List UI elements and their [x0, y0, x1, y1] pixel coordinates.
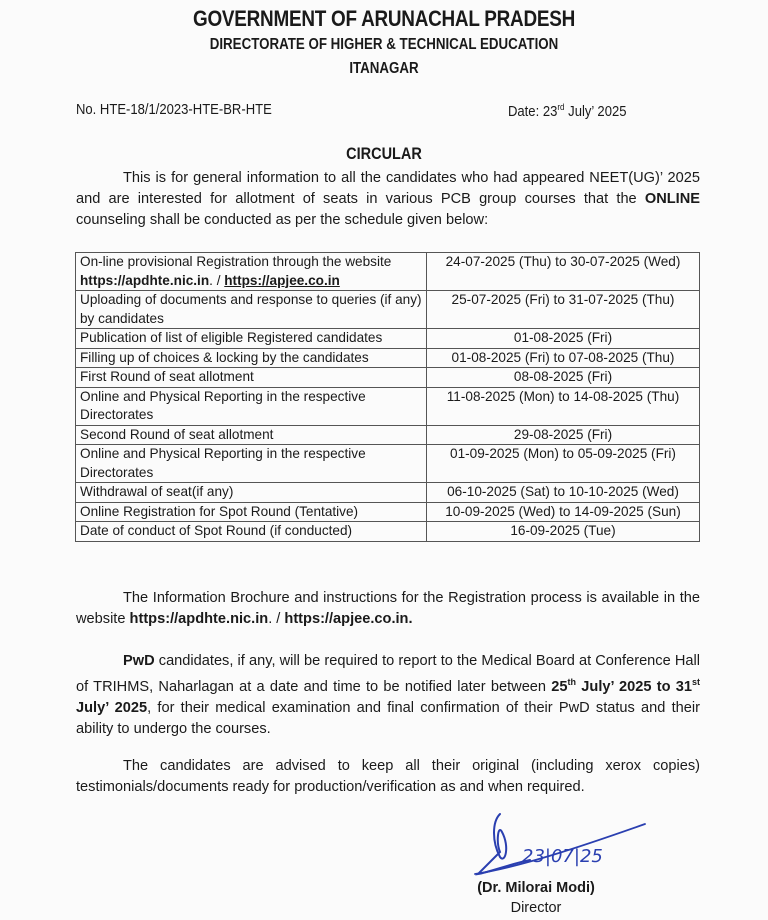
brochure-paragraph [76, 588, 700, 630]
pwd-lead: PwD [123, 653, 155, 669]
intro-text-end: counseling shall be conducted as per the schedule given below: [76, 212, 489, 228]
activity-cell: Withdrawal of seat(if any) [76, 483, 427, 503]
table-row [76, 522, 700, 542]
schedule-table [75, 252, 700, 542]
table-row [76, 445, 700, 483]
dates-cell: 08-08-2025 (Fri) [427, 368, 700, 388]
advice-text: The candidates are advised to keep all their original (including xerox copies) testimonials/documents ready for production/verification as and when required. [76, 758, 700, 795]
activity-cell: Online and Physical Reporting in the respective Directorates [76, 387, 427, 425]
table-row [76, 291, 700, 329]
dates-cell: 01-08-2025 (Fri) to 07-08-2025 (Thu) [427, 348, 700, 368]
table-row [76, 253, 700, 291]
table-row [76, 387, 700, 425]
signature-date: 23|07|25 [522, 846, 603, 867]
date-suffix: rd [557, 102, 565, 112]
header-directorate: DIRECTORATE OF HIGHER & TECHNICAL EDUCATION [209, 36, 559, 53]
brochure-text: The Information Brochure and instructions for the Registration process is available in the website [76, 590, 700, 627]
activity-cell: Date of conduct of Spot Round (if conducted) [76, 522, 427, 542]
signatory-designation: Director [510, 900, 562, 916]
brochure-link-separator: . / [268, 611, 285, 627]
intro-text: This is for general information to all the candidates who had appeared NEET(UG)’ 2025 and are interested for allotment of seats in various PCB group courses that the [76, 170, 700, 207]
apdhte-link[interactable]: https://apdhte.nic.in [80, 272, 210, 288]
pwd-text: candidates, if any, will be required to report to the Medical Board at Conference Hall of TRIHMS, Naharlagan at a date and time to be notified later between [76, 653, 700, 695]
pwd-paragraph [76, 651, 700, 740]
dates-cell: 01-09-2025 (Mon) to 05-09-2025 (Fri) [427, 445, 700, 483]
dates-cell: 01-08-2025 (Fri) [427, 329, 700, 349]
date-day: Date: 23 [508, 103, 558, 120]
dates-cell: 11-08-2025 (Mon) to 14-08-2025 (Thu) [427, 387, 700, 425]
activity-text: On-line provisional Registration through the website [80, 254, 392, 269]
table-row [76, 348, 700, 368]
reference-number: No. HTE-18/1/2023-HTE-BR-HTE [76, 102, 272, 118]
dates-cell: 24-07-2025 (Thu) to 30-07-2025 (Wed) [427, 253, 700, 291]
pwd-text-end: , for their medical examination and final confirmation of their PwD status and their ability to undergo the courses. [76, 699, 700, 737]
activity-cell: Second Round of seat allotment [76, 425, 427, 445]
table-row [76, 368, 700, 388]
apjee-link[interactable]: https://apjee.co.in [224, 272, 340, 288]
advice-paragraph [76, 756, 700, 798]
online-emphasis: ONLINE [644, 191, 700, 207]
pwd-from-day: 25 [551, 678, 568, 695]
dates-cell: 16-09-2025 (Tue) [427, 522, 700, 542]
table-row [76, 329, 700, 349]
activity-cell: First Round of seat allotment [76, 368, 427, 388]
activity-cell: Online Registration for Spot Round (Tentative) [76, 502, 427, 522]
date-month-year: July’ 2025 [564, 103, 627, 120]
pwd-range-mid: July’ 2025 to 31 [576, 678, 692, 695]
activity-cell: Publication of list of eligible Registered candidates [76, 329, 427, 349]
brochure-apdhte-link[interactable]: https://apdhte.nic.in [129, 611, 269, 627]
table-row [76, 502, 700, 522]
signatory-name: (Dr. Milorai Modi) [477, 880, 595, 896]
header-government: GOVERNMENT OF ARUNACHAL PRADESH [192, 6, 575, 31]
document-title: CIRCULAR [346, 145, 422, 163]
dates-cell: 10-09-2025 (Wed) to 14-09-2025 (Sun) [427, 502, 700, 522]
activity-cell: Online and Physical Reporting in the respective Directorates [76, 445, 427, 483]
signature-icon [470, 812, 650, 877]
activity-cell: Uploading of documents and response to queries (if any) by candidates [76, 291, 427, 329]
activity-cell [76, 253, 427, 291]
brochure-apjee-link[interactable]: https://apjee.co.in. [284, 611, 413, 627]
dates-cell: 29-08-2025 (Fri) [427, 425, 700, 445]
intro-paragraph [76, 168, 700, 231]
pwd-from-suffix: th [567, 677, 577, 687]
dates-cell: 06-10-2025 (Sat) to 10-10-2025 (Wed) [427, 483, 700, 503]
circular-date [508, 102, 626, 120]
pwd-to-suffix: st [691, 677, 700, 687]
activity-cell: Filling up of choices & locking by the candidates [76, 348, 427, 368]
table-row [76, 483, 700, 503]
table-row [76, 425, 700, 445]
dates-cell: 25-07-2025 (Fri) to 31-07-2025 (Thu) [427, 291, 700, 329]
link-separator: . / [209, 272, 225, 288]
header-city: ITANAGAR [349, 60, 419, 77]
pwd-to-rest: July’ 2025 [76, 699, 148, 716]
